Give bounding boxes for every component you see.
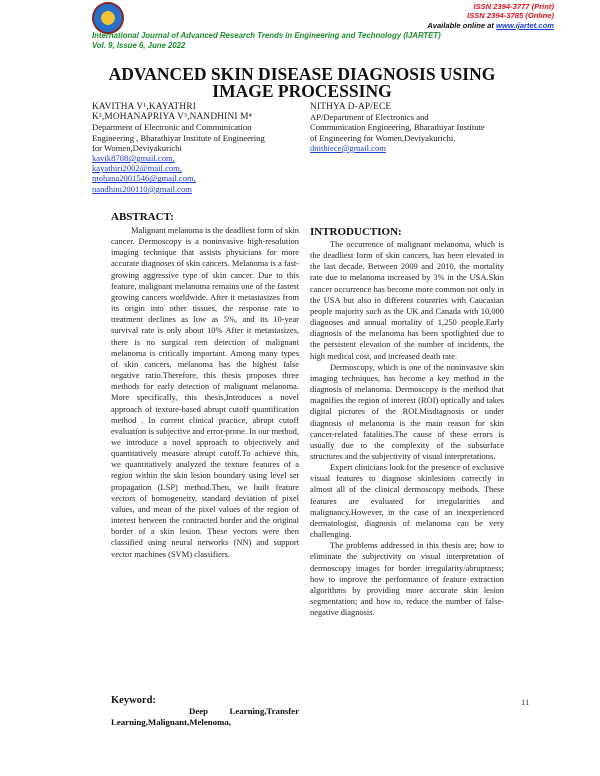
guide-email-link[interactable]: dnithiece@gmail.com	[310, 142, 386, 153]
author-email-link[interactable]: mohana2001546@gmail.com,	[92, 173, 196, 184]
intro-paragraph: The problems addressed in this thesis are; how to eliminate the subjectivity on visual interpretation of dermoscopy images for border irregularity/abruptness; how to improve the performance of feature extraction algorithms by providing more accurate skin lesion segmentation; and how to, reduce the number of false-negative diagnosis.	[310, 540, 504, 618]
paper-title: ADVANCED SKIN DISEASE DIAGNOSIS USING IMAGE PROCESSING	[108, 64, 496, 101]
journal-volume: Vol. 9, Issue 6, June 2022	[92, 41, 186, 50]
journal-url-link[interactable]: www.ijartet.com	[496, 21, 554, 30]
author-names-line1: KAVITHA V¹,KAYATHRI	[92, 102, 197, 112]
author-affiliation-line3: for Women,Deviyakurichi	[92, 142, 182, 153]
guide-affiliation-line2: Communication Engineering, Bharathiyar Institute	[310, 122, 485, 133]
journal-logo	[92, 2, 124, 34]
keywords-text: Deep Learning,Transfer Learning,Malignant,Melenoma,	[111, 706, 299, 727]
author-affiliation-line1: Department of Electronic and Communication	[92, 122, 252, 133]
author-affiliation-line2: Engineering , Bharathiyar Institute of Engineering	[92, 132, 265, 143]
author-email-link[interactable]: kavik8708@gmail.com,	[92, 153, 175, 164]
intro-paragraph: Expert clinicians look for the presence of exclusive visual features to diagnose skinlesions correctly in almost all of the clinical dermoscopy methods. These features are evaluated for irregularities and malignancy.However, in the case of an inexperienced dermatologist, diagnosis of melanoma can be very challenging.	[310, 462, 504, 540]
intro-paragraph: Dermoscopy, which is one of the noninvasive skin imaging techniques, has become a key method in the diagnosis of melanoma. Dermoscopy is the method that magnifies the region of interest (ROI) optically and takes digital pictures of the ROI.Misdiagnosis or under diagnosis of melanoma is the main reason for skin cancer-related fatalities.The cause of these errors is usually due to the complexity of the subsurface structures and the subjectivity of visual interpretations.	[310, 361, 504, 461]
issn-online: ISSN 2394-3785 (Online)	[467, 11, 554, 20]
introduction-heading: INTRODUCTION:	[310, 226, 402, 238]
guide-affiliation-line1: AP/Department of Electronics and	[310, 112, 429, 123]
introduction-body	[310, 239, 504, 618]
abstract-text: Malignant melanoma is the deadliest form of skin cancer. Dermoscopy is a noninvasive high-resolution imaging technique that assists physicians for more accurate diagnoses of skin cancers. Melanoma is a fast-growing aggressive type of skin cancer. Due to this feature, malignant melanoma remains one of the fastest growing cancers worldwide. After it metastasizes from its origin into other tissues, the response rate to treatment declines as low as 5%, and its 10-year survival rate is only about 10% After it metastasizes, there is no surgical rem detection of malignant melanoma is critically important. Among many types of skin cancers, melanoma has the highest false negative ratio.Therefore, this thesis proposes three methods for early detection of malignant melanoma. More specifically, this thesis,Introduces a novel approach of texture-based abrupt cutoff quantification method . In current clinical practice, abrupt cutoff evaluation is subjective and error-prone. In our method, we introduce a novel approach to objectively and quantitatively measure abrupt cutoff.To achieve this, we quantitatively analyzed the texture features of a region within the skin lesion boundary using level set propagation (LSP) method.Then, we built feature vectors of homogeneity, standard deviation of pixel values, and mean of the pixel values of the region of interest between the contracted border and the original border of a skin lesion. These vectors were then classified using neural networks (NN) and support vector machines (SVM) classifiers.	[111, 225, 300, 559]
guide-affiliation-line3: of Engineering for Women,Deviyakurichi.	[310, 132, 456, 143]
available-online	[427, 21, 554, 30]
intro-paragraph: The occurrence of malignant melanoma, which is the deadliest form of skin cancers, has been elevated in the last decade. Between 2009 and 2010, the mortality rate due to melanoma increased by 3% in the USA.Skin cancer occurrence has become more common not only in the USA but also in different countries with Caucasian people majority such as the UK and Canada with 10,000 diagnoses and annual mortality of 1,250 people.Early diagnosis of the melanoma has been spotlighted due to the persistent elevation of the number of incidents, the high medical cost, and increased death rate.	[310, 239, 504, 361]
guide-name: NITHYA D-AP/ECE	[310, 102, 392, 112]
authors-left	[92, 102, 298, 194]
author-email-link[interactable]: nandhini200110@gmail.com	[92, 183, 192, 194]
issn-print: ISSN 2394-3777 (Print)	[473, 2, 554, 11]
available-prefix: Available online at	[427, 21, 497, 30]
page-number: 11	[521, 697, 530, 707]
keywords-heading: Keyword:	[111, 695, 156, 706]
author-email-link[interactable]: kayathiri2002@mail.com,	[92, 163, 183, 174]
author-names-line2: K²,MOHANAPRIYA V³,NANDHINI M⁴	[92, 112, 253, 123]
authors-right	[310, 102, 510, 153]
abstract-heading: ABSTRACT:	[111, 211, 174, 223]
journal-name: International Journal of Advanced Research Trends in Engineering and Technology (IJARTET)	[92, 31, 441, 40]
